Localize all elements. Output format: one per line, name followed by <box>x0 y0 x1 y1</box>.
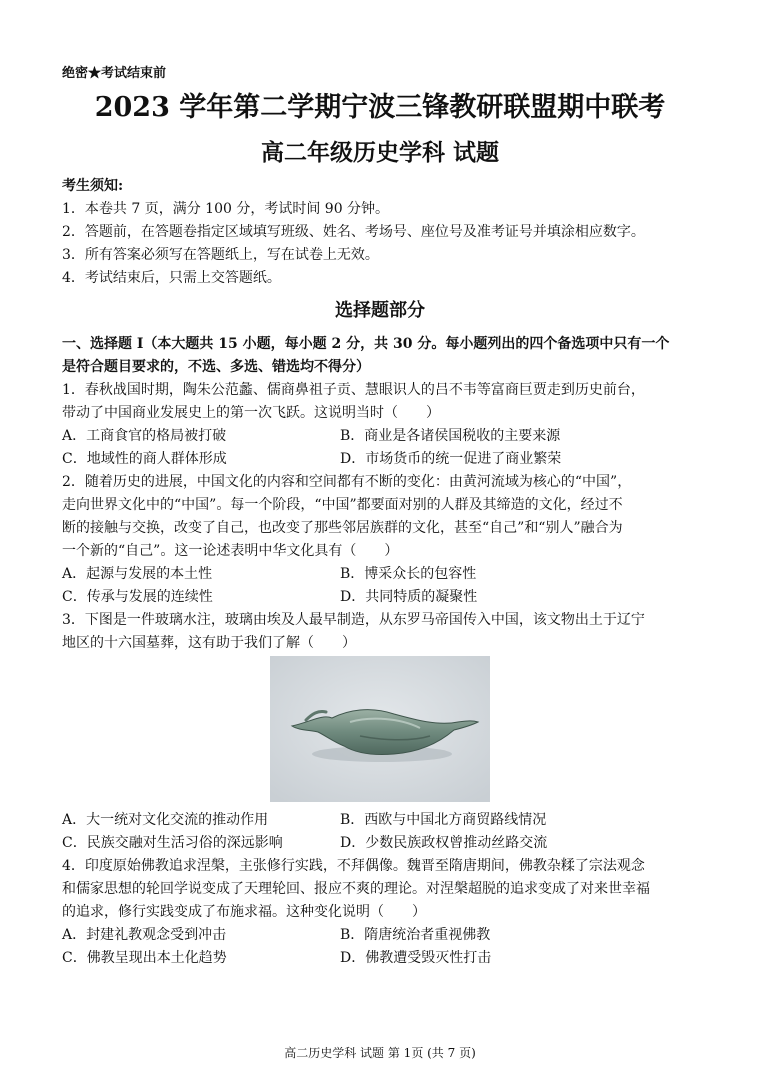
section-instructions: 一、选择题 I（本大题共 15 小题，每小题 2 分，共 30 分。每小题列出的四个备选项中只有一个 <box>62 336 670 352</box>
question-4-option-a: A．封建礼教观念受到冲击 <box>62 927 227 943</box>
question-4-option-b: B．隋唐统治者重视佛教 <box>340 927 491 943</box>
question-1-stem: 带动了中国商业发展史上的第一次飞跃。这说明当时（ ） <box>62 405 440 421</box>
secret-label: 绝密★考试结束前 <box>62 66 167 81</box>
question-3-stem: 地区的十六国墓葬，这有助于我们了解（ ） <box>62 635 356 651</box>
exam-subtitle: 高二年级历史学科 试题 <box>260 139 499 166</box>
question-1-option-b: B．商业是各诸侯国税收的主要来源 <box>340 428 561 444</box>
question-2-stem: 走向世界文化中的“中国”。每一个阶段，“中国”都要面对别的人群及其缔造的文化，经过不 <box>62 497 623 513</box>
question-3-option-c: C．民族交融对生活习俗的深远影响 <box>62 835 283 851</box>
question-2-option-d: D．共同特质的凝聚性 <box>340 589 478 605</box>
question-1-option-c: C．地域性的商人群体形成 <box>62 451 227 467</box>
question-1-option-d: D．市场货币的统一促进了商业繁荣 <box>340 451 562 467</box>
question-2-stem: 2．随着历史的进展，中国文化的内容和空间都有不断的变化：由黄河流域为核心的“中国”， <box>62 474 632 490</box>
question-3-option-a: A．大一统对文化交流的推动作用 <box>62 812 269 828</box>
notice-item: 2．答题前，在答题卷指定区域填写班级、姓名、考场号、座位号及准考证号并填涂相应数字。 <box>62 224 645 240</box>
question-2-option-b: B．博采众长的包容性 <box>340 566 477 582</box>
question-4-option-c: C．佛教呈现出本土化趋势 <box>62 950 227 966</box>
glass-vessel-illustration <box>270 656 490 802</box>
notice-heading: 考生须知: <box>62 178 124 194</box>
section-title: 选择题部分 <box>335 300 425 321</box>
glass-vessel-photo <box>270 656 490 802</box>
question-2-stem: 断的接触与交换，改变了自己，也改变了那些邻居族群的文化，甚至“自己”和“别人”融合为 <box>62 520 623 536</box>
question-2-stem: 一个新的“自己”。这一论述表明中华文化具有（ ） <box>62 543 399 559</box>
notice-item: 1．本卷共 7 页，满分 100 分，考试时间 90 分钟。 <box>62 201 390 217</box>
question-4-stem: 的追求，修行实践变成了布施求福。这种变化说明（ ） <box>62 904 426 920</box>
question-1-stem: 1．春秋战国时期，陶朱公范蠡、儒商鼻祖子贡、慧眼识人的吕不韦等富商巨贾走到历史前台， <box>62 382 645 398</box>
question-3-stem: 3．下图是一件玻璃水注，玻璃由埃及人最早制造，从东罗马帝国传入中国，该文物出土于辽宁 <box>62 612 645 628</box>
question-4-option-d: D．佛教遭受毁灭性打击 <box>340 950 492 966</box>
question-1-option-a: A．工商食官的格局被打破 <box>62 428 227 444</box>
question-3-option-b: B．西欧与中国北方商贸路线情况 <box>340 812 547 828</box>
question-2-option-a: A．起源与发展的本土性 <box>62 566 213 582</box>
exam-title: 2023 学年第二学期宁波三锋教研联盟期中联考 <box>94 92 666 123</box>
question-3-option-d: D．少数民族政权曾推动丝路交流 <box>340 835 548 851</box>
question-4-stem: 和儒家思想的轮回学说变成了天理轮回、报应不爽的理论。对涅槃超脱的追求变成了对来世幸福 <box>62 881 650 897</box>
question-2-option-c: C．传承与发展的连续性 <box>62 589 213 605</box>
notice-item: 3．所有答案必须写在答题纸上，写在试卷上无效。 <box>62 247 379 263</box>
notice-item: 4．考试结束后，只需上交答题纸。 <box>62 270 281 286</box>
section-instructions: 是符合题目要求的，不选、多选、错选均不得分） <box>62 359 370 375</box>
question-4-stem: 4．印度原始佛教追求涅槃，主张修行实践，不拜偶像。魏晋至隋唐期间，佛教杂糅了宗法观念 <box>62 858 645 874</box>
page-footer: 高二历史学科 试题 第 1页 (共 7 页) <box>284 1046 476 1060</box>
